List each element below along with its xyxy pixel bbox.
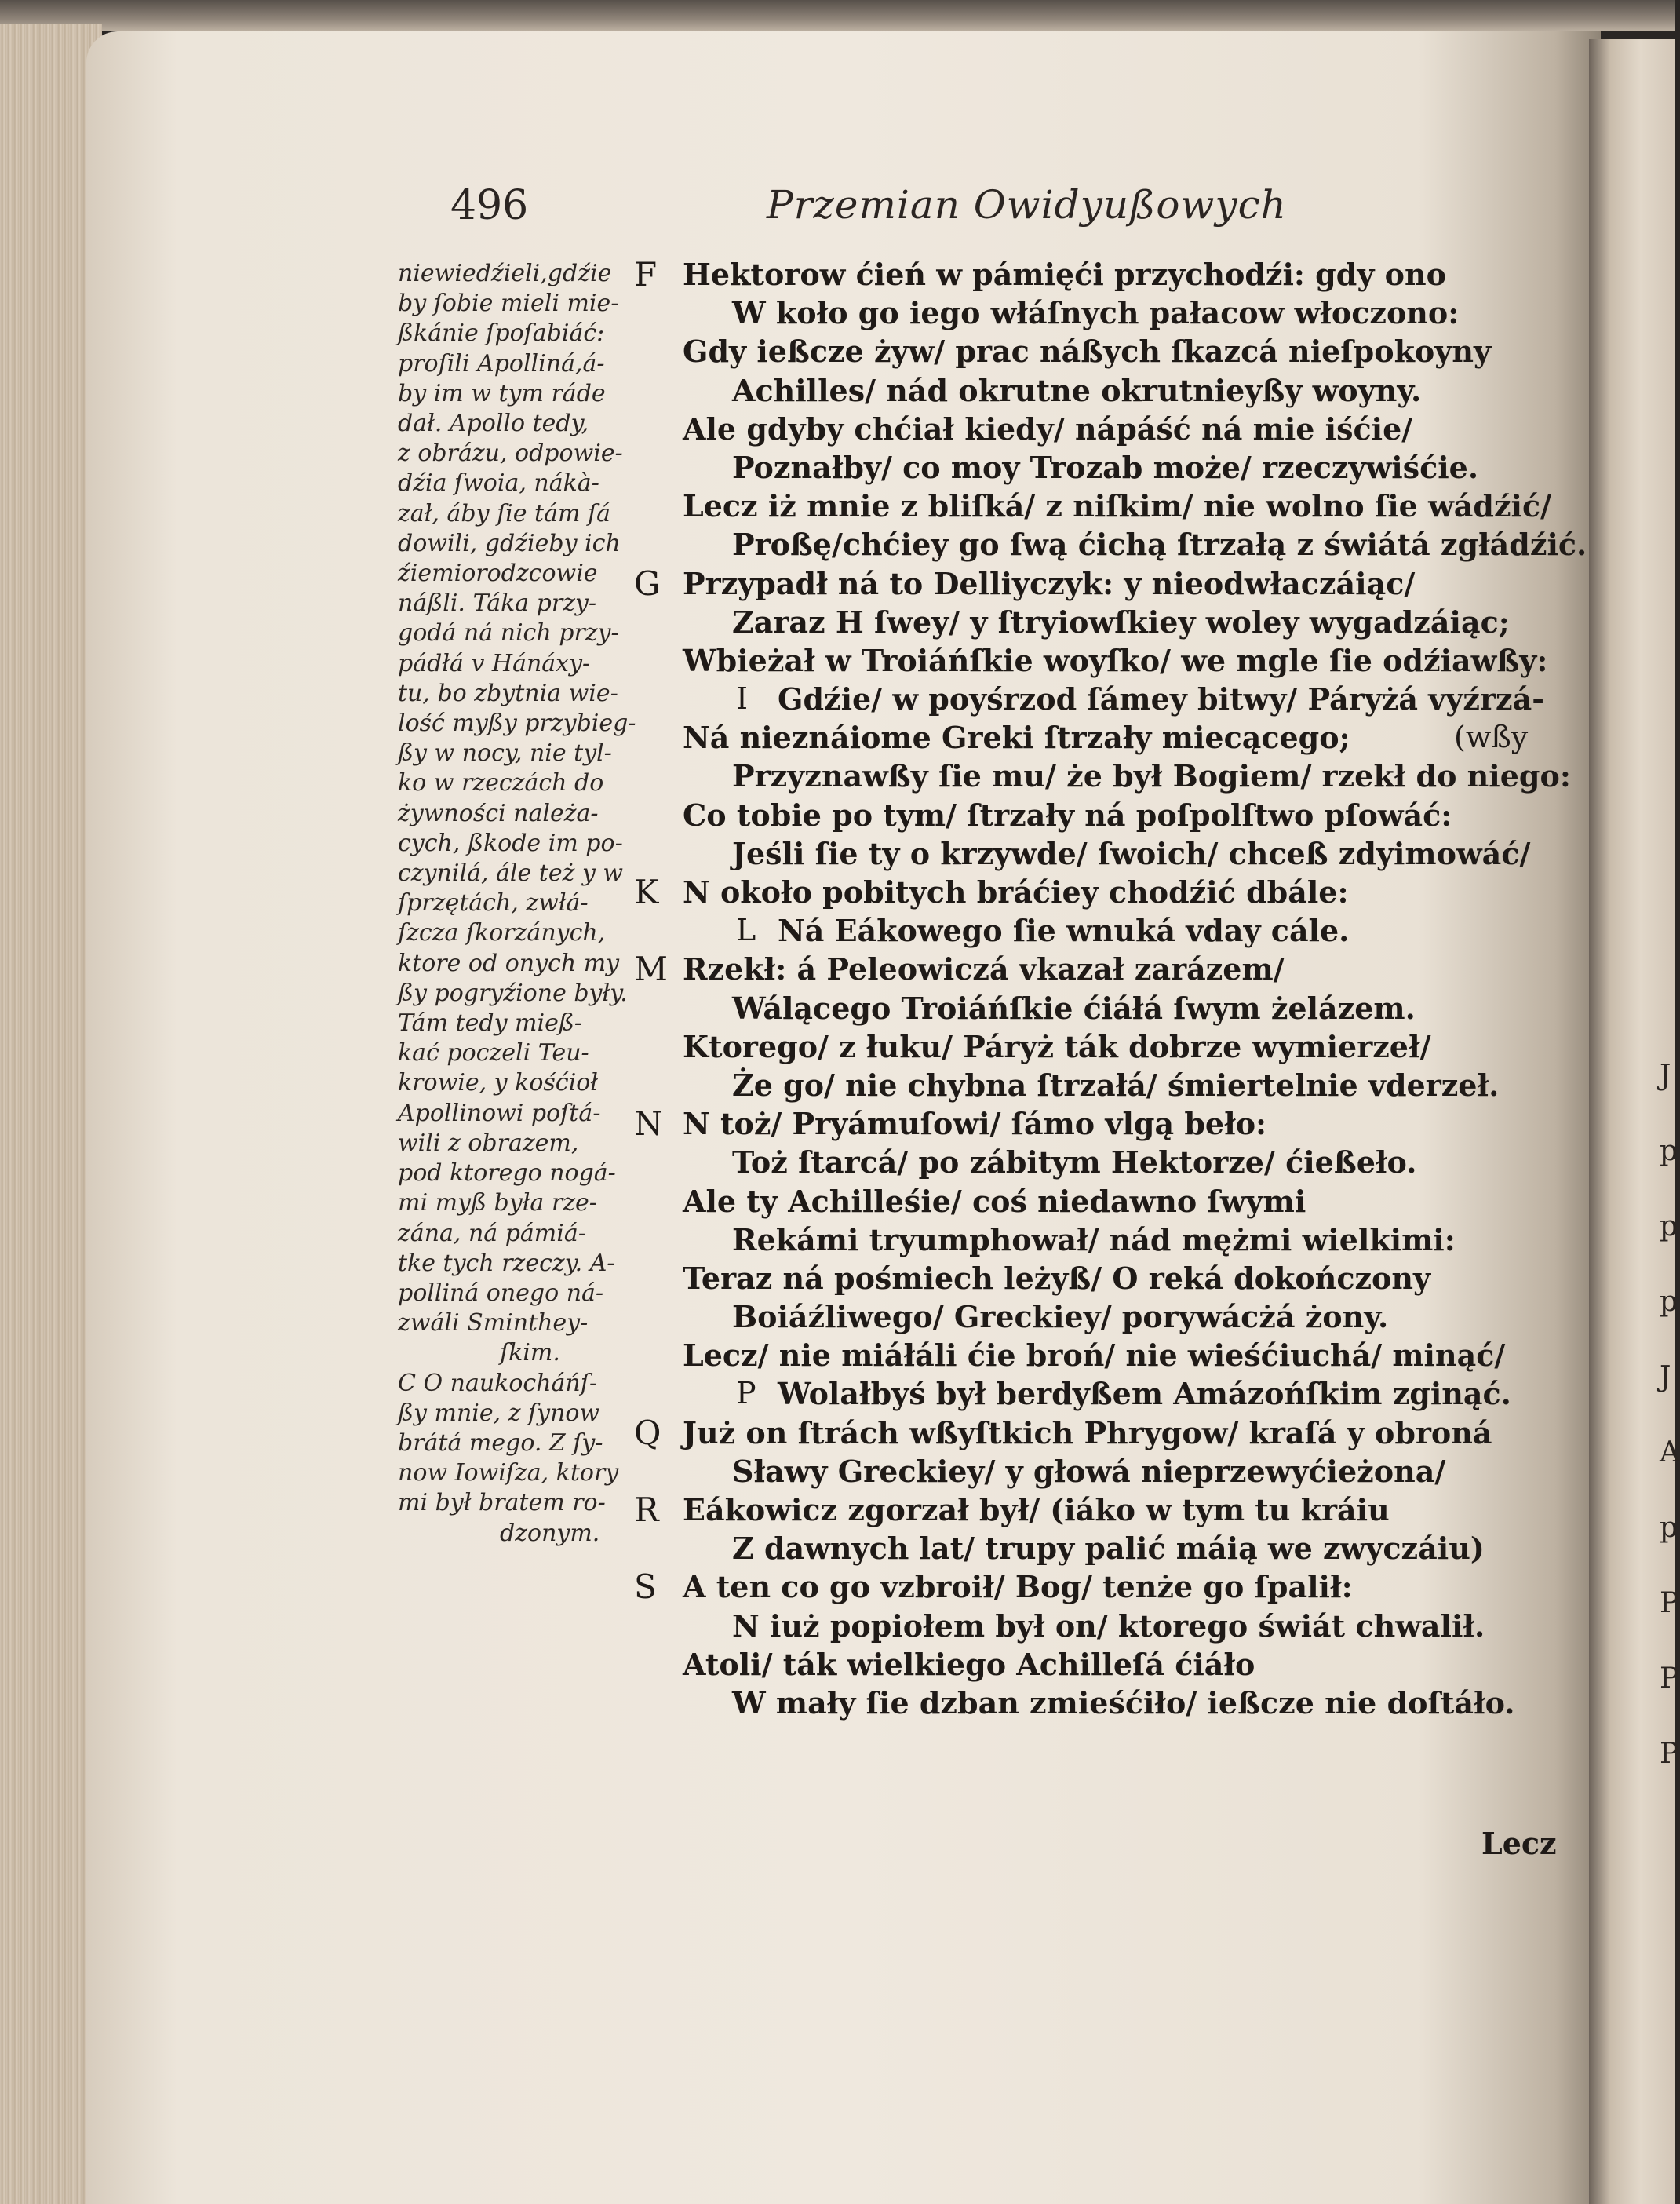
verse-line (634, 487, 1560, 525)
margin-note-line: ſprzętách, zwłá- (398, 889, 589, 918)
verse-text: Ale gdyby chćiał kiedy/ nápáść ná mie iśćie/ (683, 411, 1413, 447)
verse-line (634, 1529, 1560, 1567)
section-marker: S (634, 1567, 657, 1607)
verse-text: Jeśli ſie ty o krzywde/ ſwoich/ chceß zdyimowáć/ (732, 835, 1531, 871)
section-marker: K (634, 873, 659, 911)
verse-line (634, 1684, 1560, 1722)
margin-note-line: pádłá v Hánáxy- (398, 649, 591, 677)
gutter-letter: p (1660, 1210, 1678, 1242)
margin-note-line: polliná onego ná- (398, 1279, 604, 1307)
verse-line (634, 525, 1587, 564)
verse-text: W koło go iego włáſnych pałacow włoczono: (732, 295, 1460, 331)
verse-text: Zaraz H ſwey/ y ſtryiowſkiey woley wygadzáiąc; (732, 604, 1510, 640)
verse-text: Teraz ná pośmiech leżyß/ O reká dokończony (683, 1260, 1431, 1296)
book-top-edge (0, 0, 1675, 31)
verse-line (634, 1066, 1560, 1104)
verse-line (634, 1374, 1560, 1413)
verse-text: Rzekł: á Peleowiczá vkazał zarázem/ (683, 951, 1285, 987)
verse-text: Eákowicz zgorzał był/ (iáko w tym tu kráiu (683, 1492, 1390, 1527)
verse-line (634, 603, 1560, 641)
verse-line (634, 1645, 1560, 1684)
margin-note-line: proſili Apolliná,á- (398, 349, 605, 378)
verse-text: Gdy ießcze żyw/ prac náßych ſkazcá nieſpokoyny (683, 334, 1492, 370)
verse-text: Toż ſtarcá/ po zábitym Hektorze/ ćießeło. (732, 1144, 1417, 1180)
gutter-letter: P (1660, 1587, 1679, 1619)
verse-line (634, 757, 1571, 795)
margin-note-line: godá ná nich przy- (398, 619, 619, 648)
verse-text: Gdźie/ w poyśrzod ſámey bitwy/ Páryżá vyźrzá- (778, 681, 1544, 717)
verse-text: Boiáźliwego/ Greckiey/ porywácżá żony. (732, 1299, 1389, 1335)
margin-note-line: kać poczeli Teu- (398, 1039, 589, 1067)
margin-note-line: tu, bo zbytnia wie- (398, 679, 618, 707)
margin-note-line: ktore od onych my (398, 949, 620, 977)
verse-text: Achilles/ nád okrutne okrutnieyßy woyny. (732, 372, 1422, 408)
margin-note-line: zał, áby ſie tám ſá (398, 499, 610, 527)
verse-line (634, 834, 1560, 873)
verse-line (634, 410, 1560, 448)
verse-text: Już on ſtrách wßyſtkich Phrygow/ kraſá y obroná (683, 1414, 1492, 1450)
catchword: Lecz (1481, 1826, 1557, 1861)
gutter-letter: P (1660, 1738, 1679, 1770)
gutter-letter: p (1660, 1512, 1678, 1544)
verse-text: Wálącego Troiáńſkie ćiáłá ſwym żelázem. (732, 990, 1416, 1026)
margin-note-line: brátá mego. Z ſy- (398, 1429, 603, 1457)
verse-text: N toż/ Pryámuſowi/ ſámo vlgą beło: (683, 1106, 1267, 1142)
verse-text: W mały ſie dzban zmieśćiło/ ießcze nie doſtáło. (732, 1684, 1515, 1721)
facing-page-letters (1660, 1060, 1680, 1813)
verse-text: N iuż popiołem był on/ ktorego świát chwalił. (732, 1607, 1485, 1644)
verse-text: Hektorow ćień w pámięći przychodźi: gdy ono (683, 257, 1446, 292)
verse-line (634, 1452, 1560, 1491)
gutter-letter: J (1660, 1361, 1671, 1393)
verse-line (634, 1414, 1560, 1452)
verse-text: Przypadł ná to Delliyczyk: y nieodwłaczáiąc/ (683, 565, 1416, 601)
verse-text: Wolałbyś był berdyßem Amázońſkim zginąć. (778, 1376, 1511, 1412)
verse-text: A ten co go vzbroił/ Bog/ tenże go ſpalił: (683, 1569, 1353, 1605)
verse-line (634, 1567, 1560, 1606)
gutter-letter: P (1660, 1662, 1679, 1695)
margin-note-line: ſzcza ſkorzánych, (398, 919, 606, 947)
verse-line (634, 873, 1560, 911)
verse-text: Że go/ nie chybna ſtrzałá/ śmiertelnie vderzeł. (732, 1067, 1500, 1103)
margin-note-line: ßkánie ſpoſabiáć: (398, 319, 605, 348)
margin-note-line: źiemiorodzcowie (398, 560, 598, 588)
margin-note-line: cych, ßkode im po- (398, 829, 623, 857)
margin-note-line: dzonym. (500, 1519, 600, 1547)
verse-text: Lecz iż mnie z bliſká/ z niſkim/ nie wolno ſie wádźić/ (683, 488, 1552, 524)
margin-note-line: ßy w nocy, nie tyl- (398, 739, 612, 768)
verse-line (634, 641, 1560, 680)
inline-marker: L (736, 913, 756, 948)
margin-note-line: Apollinowi poſtá- (398, 1099, 601, 1127)
section-marker: G (634, 564, 661, 603)
margin-note-line: tke tych rzeczy. A- (398, 1249, 615, 1277)
verse-text: Przyznawßy ſie mu/ że był Bogiem/ rzekł do niego: (732, 758, 1571, 794)
verse-line (634, 1259, 1560, 1297)
margin-note-line: dźia ſwoia, nákà- (398, 469, 599, 498)
verse-line (634, 1297, 1560, 1336)
verse-text: Lecz/ nie miáłáli ćie broń/ nie wieśćiuchá/ minąć/ (683, 1337, 1506, 1374)
verse-line (634, 1221, 1560, 1259)
verse-continuation: (wßy (1454, 720, 1529, 755)
margin-note-line: lość myßy przybieg- (398, 710, 636, 738)
verse-text: Ná nieznáiome Greki ſtrzały miecącego; (683, 720, 1350, 756)
verse-line (634, 255, 1560, 294)
margin-note-line: pod ktorego nogá- (398, 1159, 616, 1188)
margin-note-line: by im w tym ráde (398, 379, 606, 407)
running-head: Przemian Owidyußowych (767, 182, 1287, 228)
margin-note-line: ßy mnie, z ſynow (398, 1399, 600, 1427)
verse-text: Ná Eákowego ſie wnuká vday cále. (778, 913, 1350, 949)
verse-line (634, 950, 1560, 988)
verse-text: Co tobie po tym/ ſtrzały ná poſpolſtwo pſowáć: (683, 797, 1452, 833)
verse-line (634, 796, 1560, 834)
margin-note-line: C O naukocháńſ- (398, 1369, 597, 1397)
verse-line (634, 371, 1560, 410)
margin-note-line: czynilá, ále też y w (398, 859, 624, 888)
section-marker: R (634, 1491, 659, 1529)
margin-note-line: by ſobie mieli mie- (398, 290, 619, 318)
verse-text: Rekámi tryumphował/ nád mężmi wielkimi: (732, 1221, 1456, 1257)
margin-notes (398, 259, 636, 1549)
verse-line (634, 564, 1560, 603)
margin-note-line: ko w rzeczách do (398, 769, 604, 797)
inline-marker: P (736, 1376, 756, 1411)
verse-text: Poznałby/ co moy Trozab może/ rzeczywiśćie. (732, 449, 1479, 485)
margin-note-line: ßy pogryźione były. (398, 979, 628, 1007)
margin-note-line: now Iowiſza, ktory (398, 1459, 619, 1487)
verse-text: Z dawnych lat/ trupy palić máią we zwyczáiu) (732, 1531, 1485, 1567)
margin-note-line: żywności należa- (398, 799, 599, 827)
gutter-letter: J (1660, 1060, 1671, 1092)
margin-note-line: niewiedźieli,gdźie (398, 260, 612, 287)
verse-line (634, 989, 1560, 1027)
margin-note-line: mi był bratem ro- (398, 1489, 606, 1517)
verse-line (634, 1607, 1560, 1645)
gutter-letter: A (1660, 1436, 1680, 1469)
verse-line (634, 1182, 1560, 1221)
verse-text: Proßę/chćiey go ſwą ćichą ſtrzałą z świátá zgłádźić. (732, 527, 1587, 563)
gutter-letter: p (1660, 1135, 1678, 1167)
margin-note-line: zwáli Sminthey- (398, 1309, 589, 1337)
gutter-letter: p (1660, 1286, 1678, 1318)
margin-note-line: krowie, y kośćioł (398, 1069, 598, 1097)
verse-text: N około pobitych bráćiey chodźić dbále: (683, 874, 1349, 910)
verse-line (634, 680, 1560, 718)
verse-body (634, 255, 1587, 1722)
margin-note-line: dał. Apollo tedy, (398, 410, 589, 438)
verse-line (634, 1143, 1560, 1181)
margin-note-line: zána, ná pámiá- (398, 1219, 586, 1247)
verse-text: Ktorego/ z łuku/ Páryż ták dobrze wymierzeł/ (683, 1028, 1431, 1064)
verse-line (634, 1027, 1560, 1066)
margin-note-line: náßli. Táka przy- (398, 589, 597, 618)
section-marker: N (634, 1104, 663, 1144)
inline-marker: I (736, 681, 749, 717)
section-marker: F (634, 255, 658, 294)
verse-line (634, 1336, 1560, 1374)
section-marker: Q (634, 1413, 661, 1452)
margin-note-line: Tám tedy mieß- (398, 1009, 583, 1038)
verse-line (634, 1491, 1560, 1529)
section-marker: M (634, 950, 669, 989)
verse-line (634, 1104, 1560, 1143)
verse-text: Wbieżał w Troiáńſkie woyſko/ we mgle ſie odźiawßy: (683, 642, 1548, 678)
margin-note-line: wili z obrazem, (398, 1129, 579, 1157)
verse-text: Ale ty Achilleśie/ coś niedawno ſwymi (683, 1183, 1306, 1219)
verse-line (634, 448, 1560, 487)
margin-note-line: dowili, gdźieby ich (398, 529, 621, 557)
margin-note-line: ſkim. (500, 1339, 560, 1367)
verse-line (634, 911, 1560, 950)
margin-note-line: mi myß była rze- (398, 1189, 597, 1217)
verse-text: Sławy Greckiey/ y głowá nieprzewyćieżona/ (732, 1453, 1446, 1489)
page-number: 496 (450, 182, 529, 229)
verse-line (634, 332, 1560, 370)
verse-line (634, 718, 1560, 757)
verse-line (634, 294, 1560, 332)
margin-note-line: z obrázu, odpowie- (398, 440, 623, 468)
verse-text: Atoli/ ták wielkiego Achilleſá ćiáło (683, 1646, 1255, 1682)
